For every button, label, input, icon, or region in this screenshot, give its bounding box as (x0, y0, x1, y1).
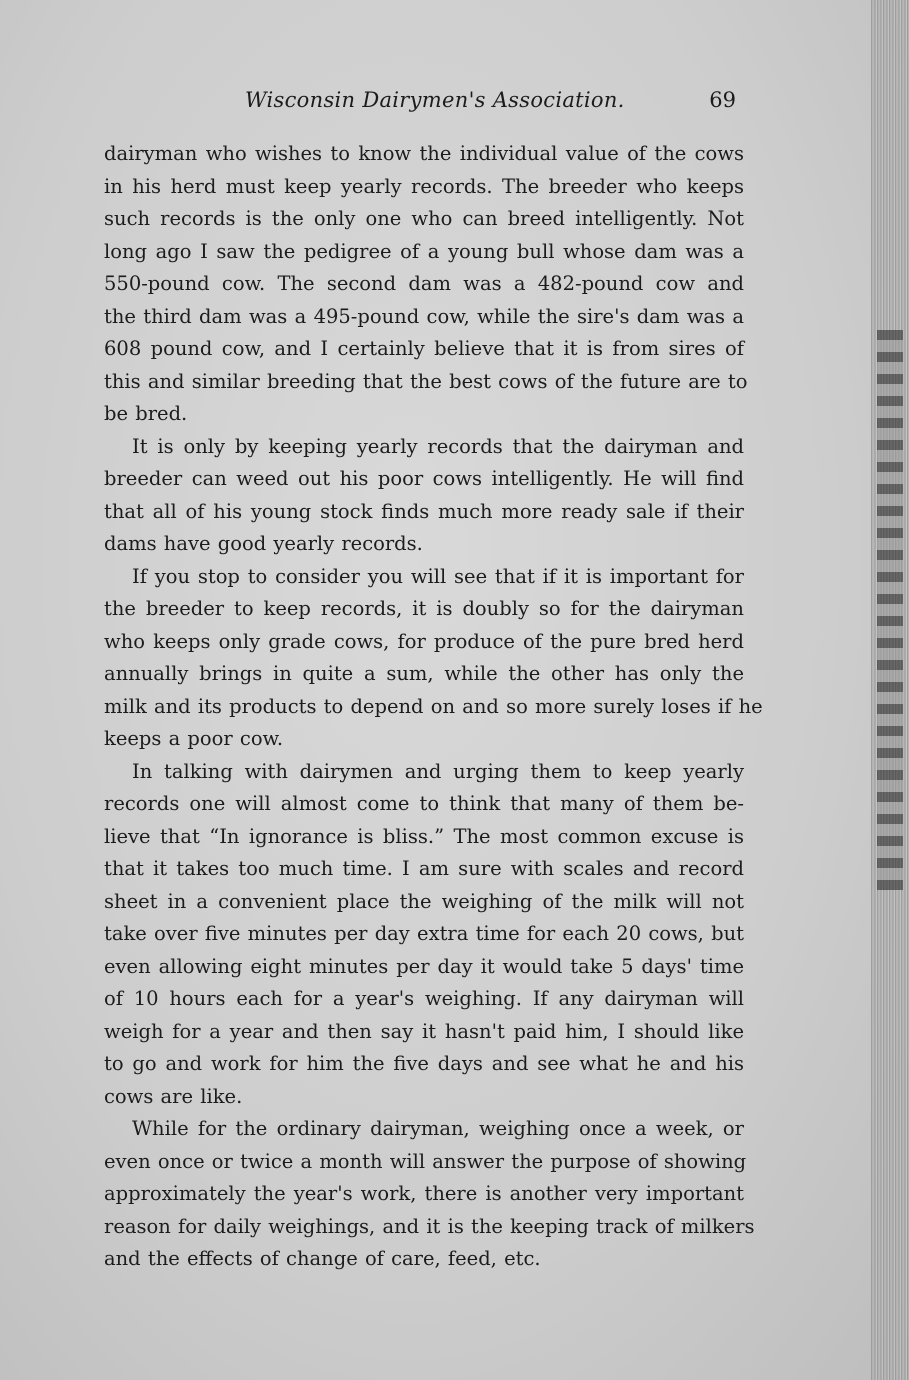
text-line: and the effects of change of care, feed, etc. (104, 1247, 541, 1270)
text-line: approximately the year's work, there is another very important (104, 1182, 744, 1205)
text-line: While for the ordinary dairyman, weighing once a week, or (132, 1117, 744, 1140)
text-line: to go and work for him the five days and see what he and his (104, 1052, 744, 1075)
text-line: this and similar breeding that the best cows of the future are to (104, 369, 748, 393)
running-title: Wisconsin Dairymen's Association. (245, 88, 625, 112)
text-line: who keeps only grade cows, for produce of the pure bred herd (104, 629, 744, 653)
paragraph (104, 138, 748, 431)
page-header (100, 88, 750, 118)
text-line: the breeder to keep records, it is doubly so for the dairyman (104, 597, 744, 620)
text-line: 550-pound cow. The second dam was a 482-pound cow and (104, 272, 744, 295)
text-line: in his herd must keep yearly records. The breeder who keeps (104, 174, 744, 198)
text-line: breeder can weed out his poor cows intelligently. He will find (104, 467, 744, 490)
body-text (104, 138, 763, 1276)
text-line: even once or twice a month will answer the purpose of showing (104, 1149, 747, 1173)
text-line: long ago I saw the pedigree of a young bull whose dam was a (104, 239, 744, 263)
text-line: that all of his young stock finds much more ready sale if their (104, 499, 744, 523)
page-number: 69 (709, 88, 736, 112)
paragraph (104, 756, 744, 1114)
binding-stamp-marks (877, 330, 903, 890)
text-line: In talking with dairymen and urging them to keep yearly (132, 759, 744, 783)
paragraph (104, 431, 744, 561)
paragraph (104, 561, 763, 756)
text-line: 608 pound cow, and I certainly believe that it is from sires of (104, 337, 744, 360)
text-line: annually brings in quite a sum, while the other has only the (104, 662, 744, 685)
text-line: lieve that “In ignorance is bliss.” The most common excuse is (104, 824, 744, 848)
text-line: that it takes too much time. I am sure with scales and record (104, 857, 744, 880)
text-line: It is only by keeping yearly records that the dairyman and (132, 434, 744, 458)
text-line: records one will almost come to think that many of them be- (104, 792, 744, 815)
text-line: milk and its products to depend on and so more surely loses if he (104, 694, 763, 718)
text-line: keeps a poor cow. (104, 727, 284, 750)
text-line: the third dam was a 495-pound cow, while the sire's dam was a (104, 304, 744, 328)
text-line: sheet in a convenient place the weighing of the milk will not (104, 889, 744, 913)
text-line: of 10 hours each for a year's weighing. If any dairyman will (104, 987, 744, 1010)
text-line: cows are like. (104, 1084, 243, 1108)
text-line: reason for daily weighings, and it is the keeping track of milkers (104, 1214, 755, 1238)
text-line: such records is the only one who can breed intelligently. Not (104, 207, 744, 230)
text-line: take over five minutes per day extra time for each 20 cows, but (104, 922, 744, 945)
text-line: be bred. (104, 402, 188, 425)
text-line: If you stop to consider you will see that if it is important for (132, 564, 744, 588)
text-line: even allowing eight minutes per day it would take 5 days' time (104, 954, 744, 978)
text-line: weigh for a year and then say it hasn't paid him, I should like (104, 1019, 744, 1043)
text-line: dams have good yearly records. (104, 532, 423, 555)
paragraph (104, 1113, 755, 1276)
text-line: dairyman who wishes to know the individual value of the cows (104, 142, 744, 165)
